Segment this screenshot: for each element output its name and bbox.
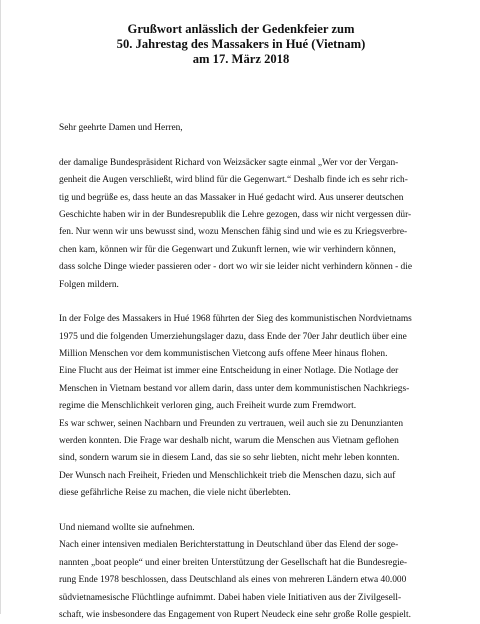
text-line: 1975 und die folgenden Umerziehungslager dazu, dass Ende der 70er Jahr deutlich über eine [59, 331, 407, 342]
text-line: werden konnten. Die Frage war deshalb nicht, warum die Menschen aus Vietnam geflohen [59, 436, 399, 447]
text-line: Der Wunsch nach Freiheit, Frieden und Menschlichkeit trieb die Menschen dazu, sich auf [59, 470, 396, 481]
text-line: Und niemand wollte sie aufnehmen. [59, 522, 195, 533]
text-line: Es war schwer, seinen Nachbarn und Freunden zu vertrauen, weil auch sie zu Denunzianten [59, 418, 404, 429]
text-line: der damalige Bundespräsident Richard von Weizsäcker sagte einmal „Wer vor der Vergan- [59, 157, 399, 168]
text-line: chen kam, können wir für die Gegenwart und Zukunft lernen, wie wir verhindern können, [59, 244, 396, 255]
text-line: fen. Nur wenn wir uns bewusst sind, wozu Menschen fähig sind und wie es zu Kriegsverbre- [59, 227, 408, 238]
text-line: Eine Flucht aus der Heimat ist immer eine Entscheidung in einer Notlage. Die Notlage der [59, 366, 399, 377]
title-line-2: 50. Jahrestag des Massakers in Hué (Vietnam) [116, 37, 366, 52]
text-line: tig und begrüße es, dass heute an das Massaker in Hué gedacht wird. Aus unserer deutschen [59, 192, 404, 203]
text-line: genheit die Augen verschließt, wird blind für die Gegenwart.“ Deshalb finde ich es sehr rich- [59, 175, 408, 186]
text-line: In der Folge des Massakers in Hué 1968 führten der Sieg des kommunistischen Nordvietnams [59, 314, 412, 325]
text-line: sind, sondern warum sie in diesem Land, das sie so sehr liebten, nicht mehr leben konnten. [59, 453, 400, 464]
paragraph-2 [59, 311, 429, 502]
text-line: Nach einer intensiven medialen Berichterstattung in Deutschland über das Elend der soge- [59, 540, 399, 551]
text-line: Menschen in Vietnam bestand vor allem darin, dass unter dem kommunistischen Nachkriegs- [59, 383, 410, 394]
text-line: dass solche Dinge wieder passieren oder - dort wo wir sie leider nicht verhindern können - die [59, 262, 413, 273]
text-line: rung Ende 1978 beschlossen, dass Deutschland als eines von mehreren Ländern etwa 40.000 [59, 575, 407, 586]
text-line: diese gefährliche Reise zu machen, die viele nicht überlebten. [59, 488, 291, 499]
text-line: regime die Menschlichkeit verloren ging, auch Freiheit wurde zum Fremdwort. [59, 401, 357, 412]
document-body [59, 120, 429, 624]
document-title [1, 22, 480, 68]
salutation: Sehr geehrte Damen und Herren, [59, 123, 183, 133]
text-line: Geschichte haben wir in der Bundesrepublik die Lehre gezogen, dass wir nicht vergessen dür- [59, 209, 412, 220]
text-line: Million Menschen vor dem kommunistischen Vietcong aufs offene Meer hinaus flohen. [59, 349, 388, 360]
text-line: südvietnamesische Flüchtlinge aufnimmt. Dabei haben viele Initiativen aus der Zivilgesell- [59, 592, 402, 603]
text-line: nannten „boat people“ und einer breiten Unterstützung der Gesellschaft hat die Bundesregie- [59, 557, 408, 568]
paragraph-1 [59, 155, 429, 294]
text-line: Folgen mildern. [59, 279, 119, 290]
title-line-3: am 17. März 2018 [192, 52, 290, 67]
title-line-1: Grußwort anlässlich der Gedenkfeier zum [127, 22, 355, 36]
text-line: schaft, wie insbesondere das Engagement von Rupert Neudeck eine sehr große Rolle gespielt. [59, 609, 411, 620]
paragraph-3 [59, 520, 429, 624]
